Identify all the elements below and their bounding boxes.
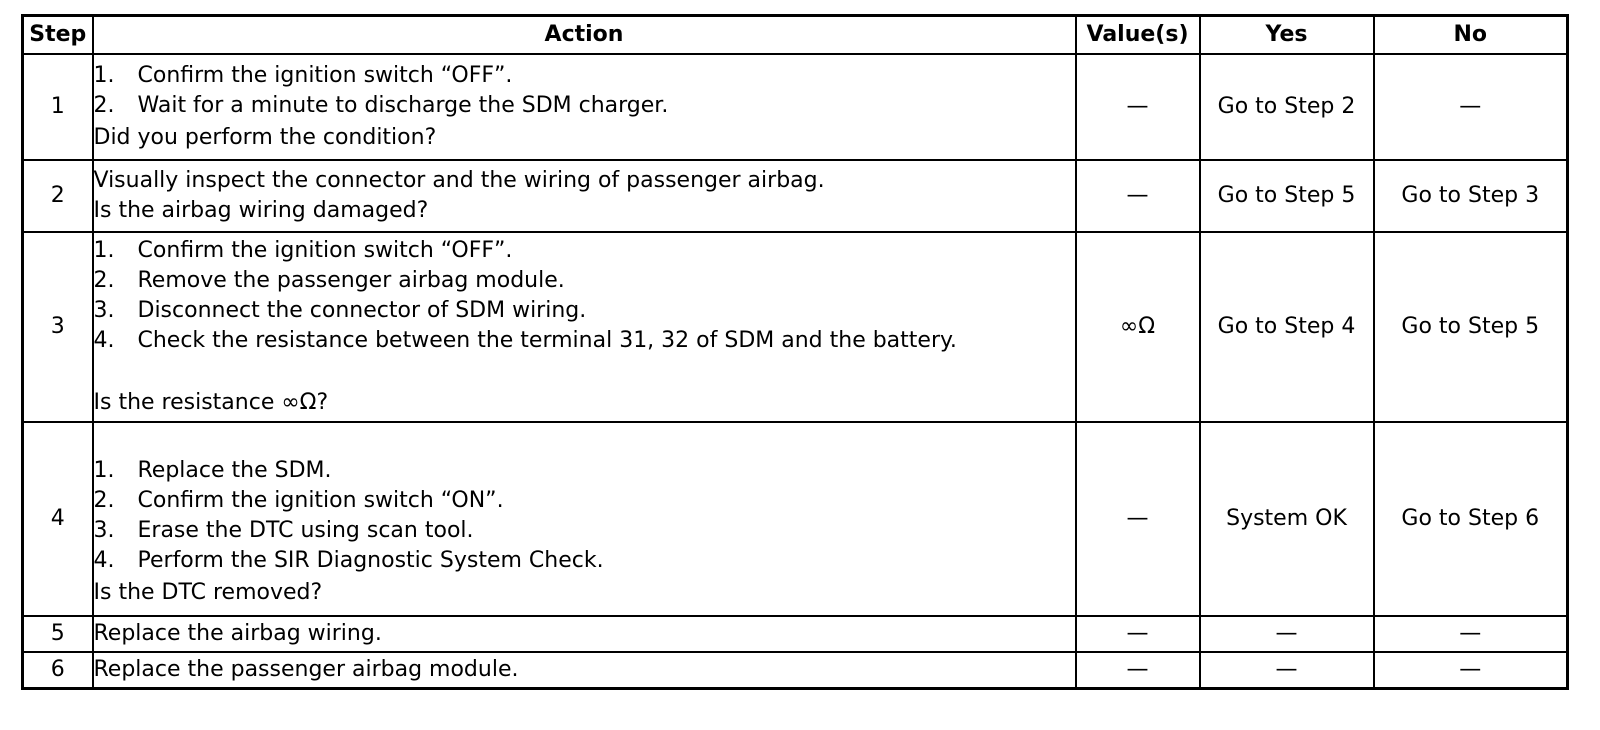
- action-cell: [93, 616, 1076, 652]
- value-cell: —: [1076, 54, 1200, 160]
- action-text-line: Replace the airbag wiring.: [93, 621, 382, 646]
- action-list-item: [94, 236, 1075, 266]
- table-row-step-4: [23, 422, 1568, 616]
- action-list-item: [94, 91, 1075, 121]
- no-cell: —: [1374, 652, 1568, 688]
- column-header-step: Step: [23, 16, 93, 55]
- value-cell: ∞Ω: [1076, 232, 1200, 422]
- no-cell: —: [1374, 54, 1568, 160]
- step-number: 6: [23, 652, 93, 688]
- action-list-item: [94, 266, 1075, 296]
- action-text-line: Replace the passenger airbag module.: [93, 656, 519, 682]
- list-item-text: Wait for a minute to discharge the SDM charger.: [137, 93, 669, 118]
- value-cell: —: [1076, 652, 1200, 688]
- yes-cell: Go to Step 5: [1200, 160, 1374, 232]
- step-number: 1: [23, 54, 93, 160]
- action-list-item: [94, 296, 1075, 326]
- no-cell: Go to Step 3: [1374, 160, 1568, 232]
- table-row-step-2: [23, 160, 1568, 232]
- value-cell: —: [1076, 616, 1200, 652]
- action-cell: [93, 652, 1076, 688]
- step-number: 3: [23, 232, 93, 422]
- list-item-text: Replace the SDM.: [137, 458, 332, 483]
- action-cell: [93, 160, 1076, 232]
- table-row-step-5: [23, 616, 1568, 652]
- action-cell: [93, 422, 1076, 616]
- list-item-number: 1.: [93, 238, 115, 263]
- table-row-step-1: [23, 54, 1568, 160]
- column-header-action: Action: [93, 16, 1076, 55]
- blank-line: [94, 430, 1075, 456]
- action-list-item: [94, 516, 1075, 546]
- yes-cell: Go to Step 4: [1200, 232, 1374, 422]
- list-item-number: 2.: [93, 268, 115, 293]
- list-item-number: 4.: [93, 548, 115, 573]
- action-list-item: [94, 486, 1075, 516]
- action-list-item: [94, 456, 1075, 486]
- no-cell: Go to Step 5: [1374, 232, 1568, 422]
- list-item-number: 2.: [93, 93, 115, 118]
- yes-cell: —: [1200, 652, 1374, 688]
- list-item-text: Confirm the ignition switch “OFF”.: [137, 63, 513, 88]
- diagnostic-table: [21, 14, 1569, 690]
- action-list-item: [94, 546, 1075, 576]
- yes-cell: System OK: [1200, 422, 1374, 616]
- value-cell: —: [1076, 160, 1200, 232]
- action-question: Is the airbag wiring damaged?: [93, 198, 429, 223]
- list-item-text: Confirm the ignition switch “OFF”.: [137, 238, 513, 263]
- action-question: Is the resistance ∞Ω?: [93, 390, 329, 415]
- action-cell: [93, 54, 1076, 160]
- action-cell: [93, 232, 1076, 422]
- column-header-no: No: [1374, 16, 1568, 55]
- list-item-text: Check the resistance between the terminal 31, 32 of SDM and the battery.: [137, 328, 957, 353]
- table-row-step-3: [23, 232, 1568, 422]
- yes-cell: Go to Step 2: [1200, 54, 1374, 160]
- table-row-step-6: [23, 652, 1568, 688]
- list-item-number: 1.: [93, 458, 115, 483]
- action-question: Did you perform the condition?: [93, 125, 437, 150]
- step-number: 5: [23, 616, 93, 652]
- action-text-line: Visually inspect the connector and the wiring of passenger airbag.: [93, 168, 825, 193]
- action-list-item: [94, 61, 1075, 91]
- action-list-item: [94, 326, 1075, 356]
- no-cell: —: [1374, 616, 1568, 652]
- list-item-number: 3.: [93, 518, 115, 543]
- action-question: Is the DTC removed?: [93, 580, 323, 605]
- step-number: 4: [23, 422, 93, 616]
- list-item-number: 2.: [93, 488, 115, 513]
- column-header-values: Value(s): [1076, 16, 1200, 55]
- step-number: 2: [23, 160, 93, 232]
- table-header-row: [23, 16, 1568, 55]
- list-item-text: Disconnect the connector of SDM wiring.: [137, 298, 587, 323]
- column-header-yes: Yes: [1200, 16, 1374, 55]
- value-cell: —: [1076, 422, 1200, 616]
- blank-line: [94, 356, 1075, 386]
- list-item-text: Perform the SIR Diagnostic System Check.: [137, 548, 604, 573]
- no-cell: Go to Step 6: [1374, 422, 1568, 616]
- list-item-text: Remove the passenger airbag module.: [137, 268, 565, 293]
- yes-cell: —: [1200, 616, 1374, 652]
- list-item-number: 4.: [93, 328, 115, 353]
- list-item-text: Confirm the ignition switch “ON”.: [137, 488, 504, 513]
- list-item-text: Erase the DTC using scan tool.: [137, 518, 474, 543]
- list-item-number: 3.: [93, 298, 115, 323]
- list-item-number: 1.: [93, 63, 115, 88]
